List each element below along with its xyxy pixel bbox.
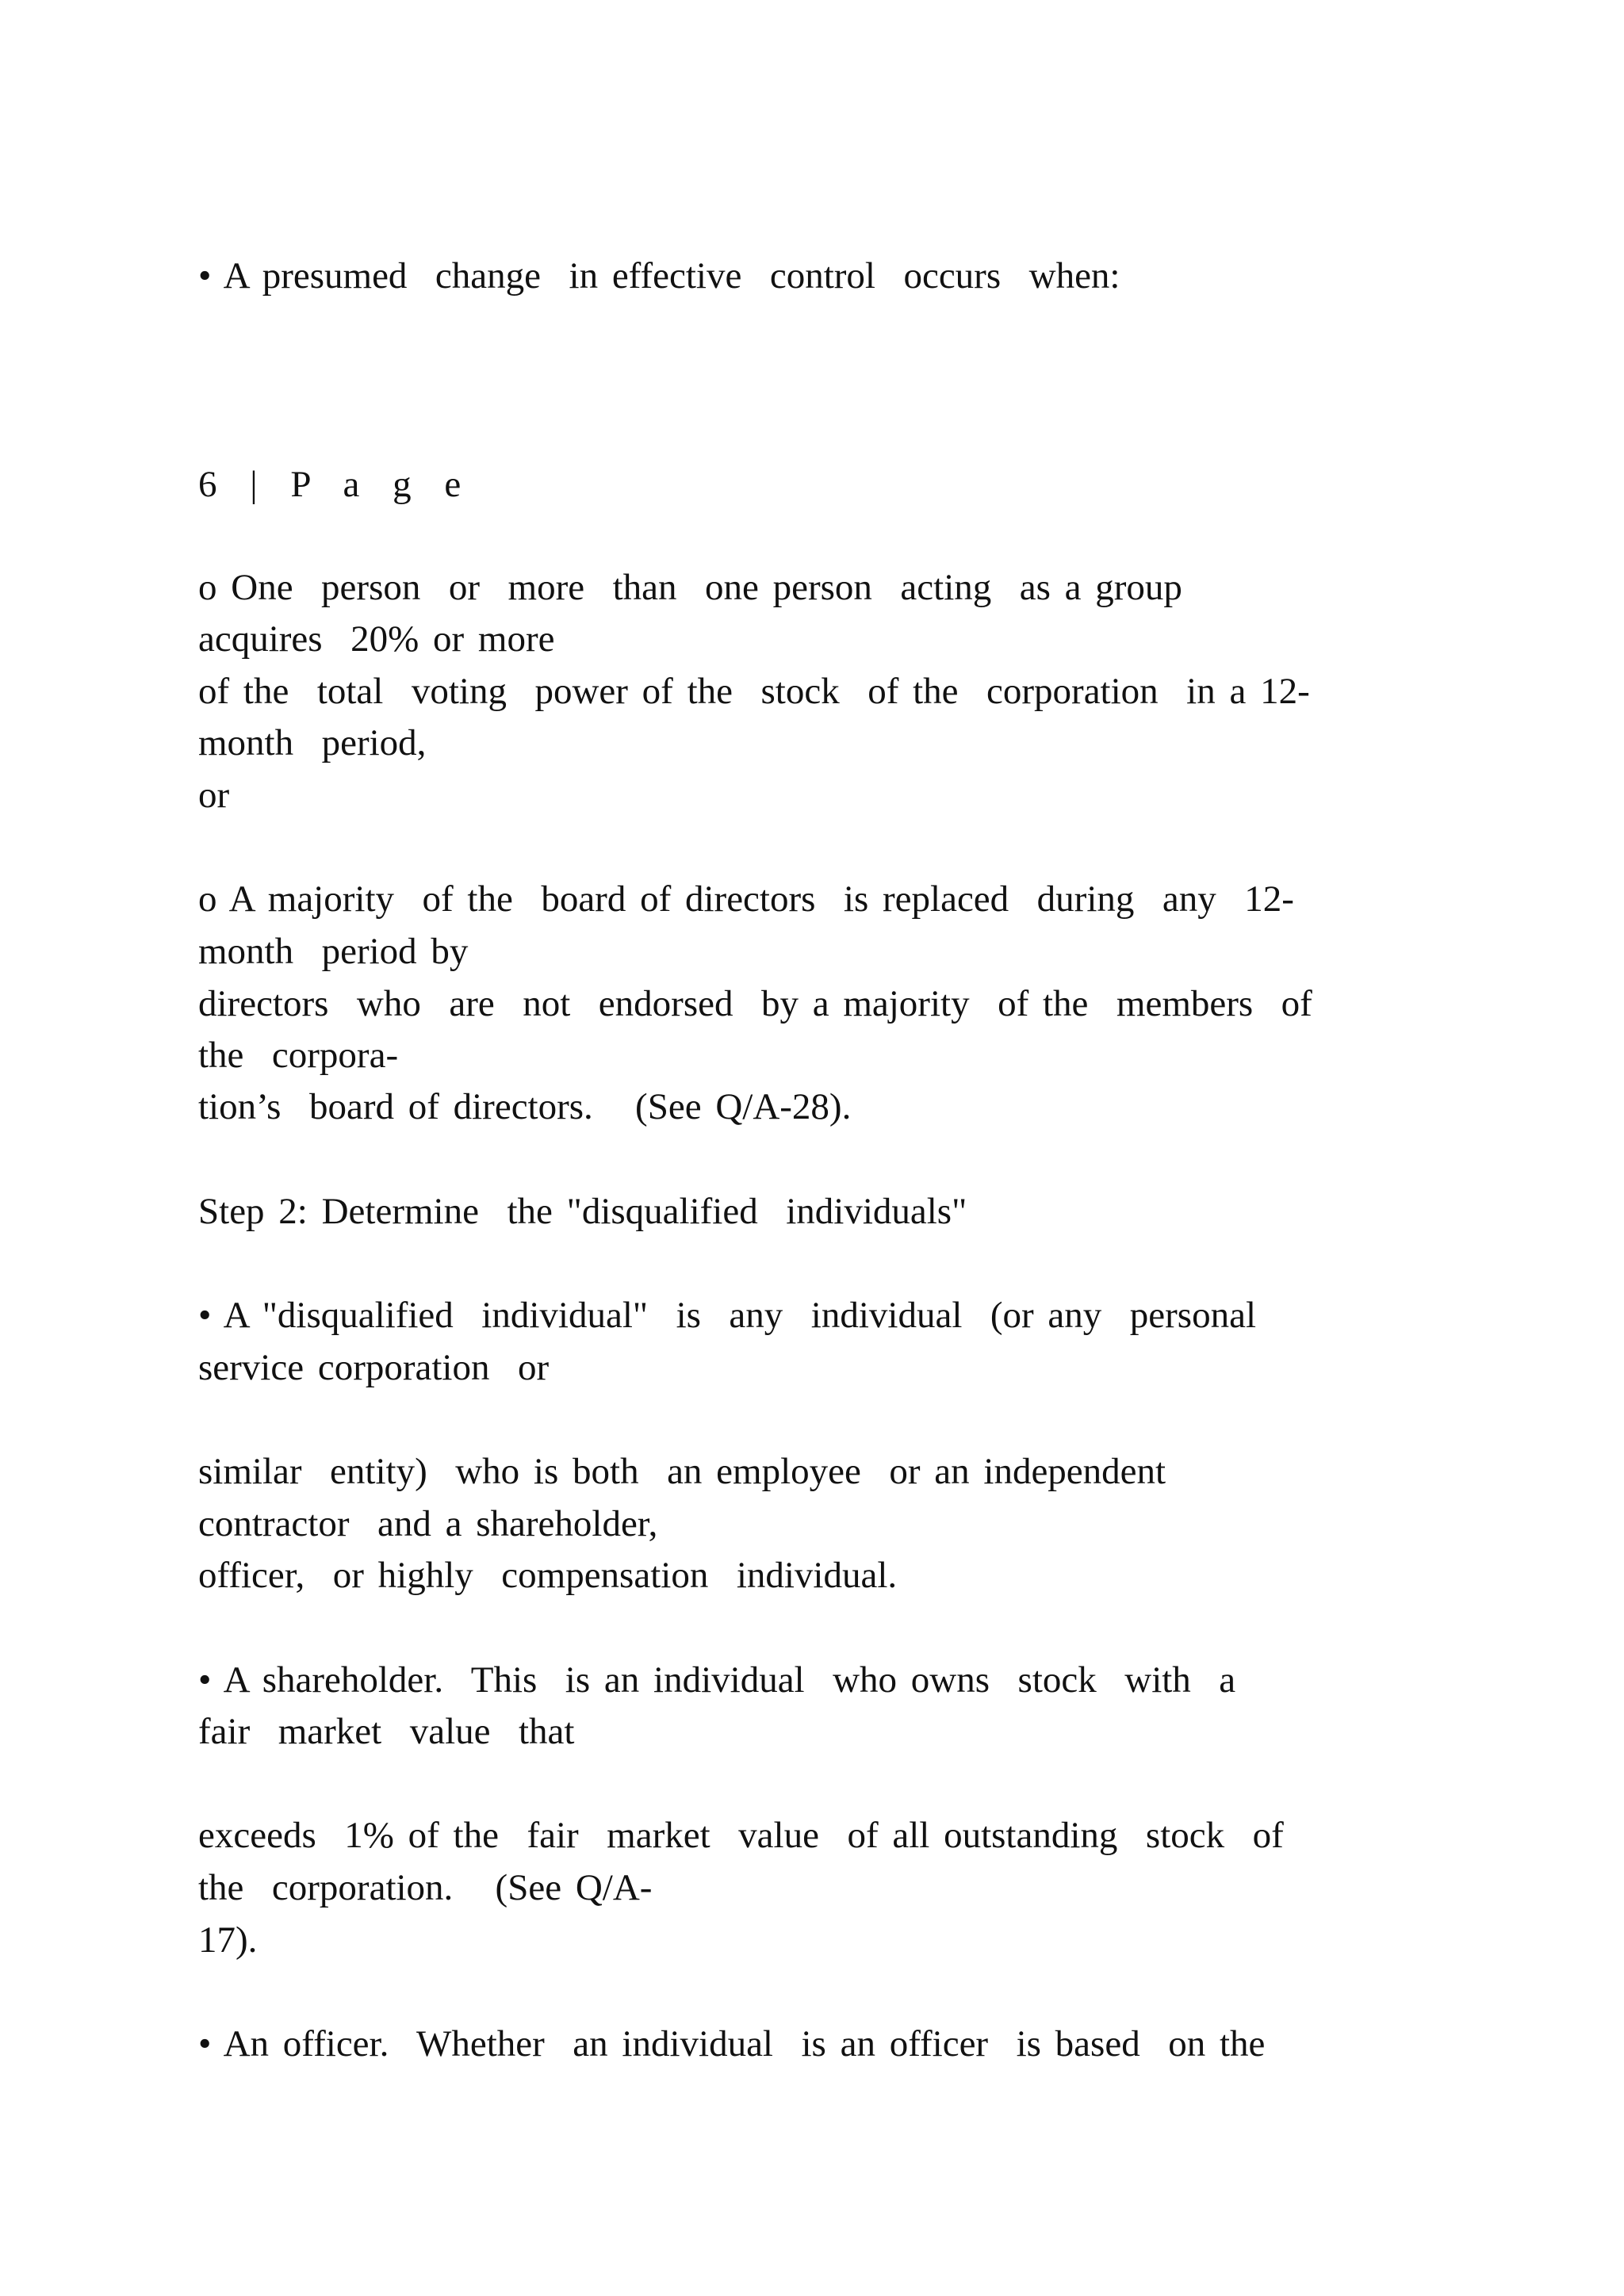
text-line: service corporation or <box>198 1347 550 1388</box>
text-line: the corporation. (See Q/A- <box>198 1867 653 1908</box>
text-line: contractor and a shareholder, <box>198 1503 658 1544</box>
text-line: the corpora- <box>198 1035 399 1076</box>
text-line: month period, <box>198 722 427 763</box>
text-line: fair market value that <box>198 1711 575 1752</box>
text-line: directors who are not endorsed by a majority of the members of <box>198 983 1312 1024</box>
text-line: acquires 20% or more <box>198 618 555 660</box>
text-line: month period by <box>198 931 469 972</box>
text-line: o One person or more than one person acting as a group <box>198 567 1182 608</box>
page-number: 6 | P a g e <box>198 464 471 505</box>
text-line: 17). <box>198 1919 258 1961</box>
text-line: • An officer. Whether an individual is an officer is based on the <box>198 2023 1266 2064</box>
text-line: • A shareholder. This is an individual who owns stock with a <box>198 1659 1236 1701</box>
text-line: of the total voting power of the stock of the corporation in a 12- <box>198 671 1310 712</box>
text-line: exceeds 1% of the fair market value of all outstanding stock of <box>198 1815 1284 1856</box>
text-line: similar entity) who is both an employee or an independent <box>198 1451 1166 1492</box>
text-line: o A majority of the board of directors is replaced during any 12- <box>198 878 1294 920</box>
text-line: officer, or highly compensation individual. <box>198 1555 898 1596</box>
bullet-presumed-change: • A presumed change in effective control occurs when: <box>198 255 1120 297</box>
text-line: or <box>198 775 230 816</box>
text-line: • A "disqualified individual" is any individual (or any personal <box>198 1295 1257 1336</box>
text-line: tion’s board of directors. (See Q/A-28). <box>198 1086 852 1127</box>
step-heading: Step 2: Determine the "disqualified individuals" <box>198 1191 967 1232</box>
